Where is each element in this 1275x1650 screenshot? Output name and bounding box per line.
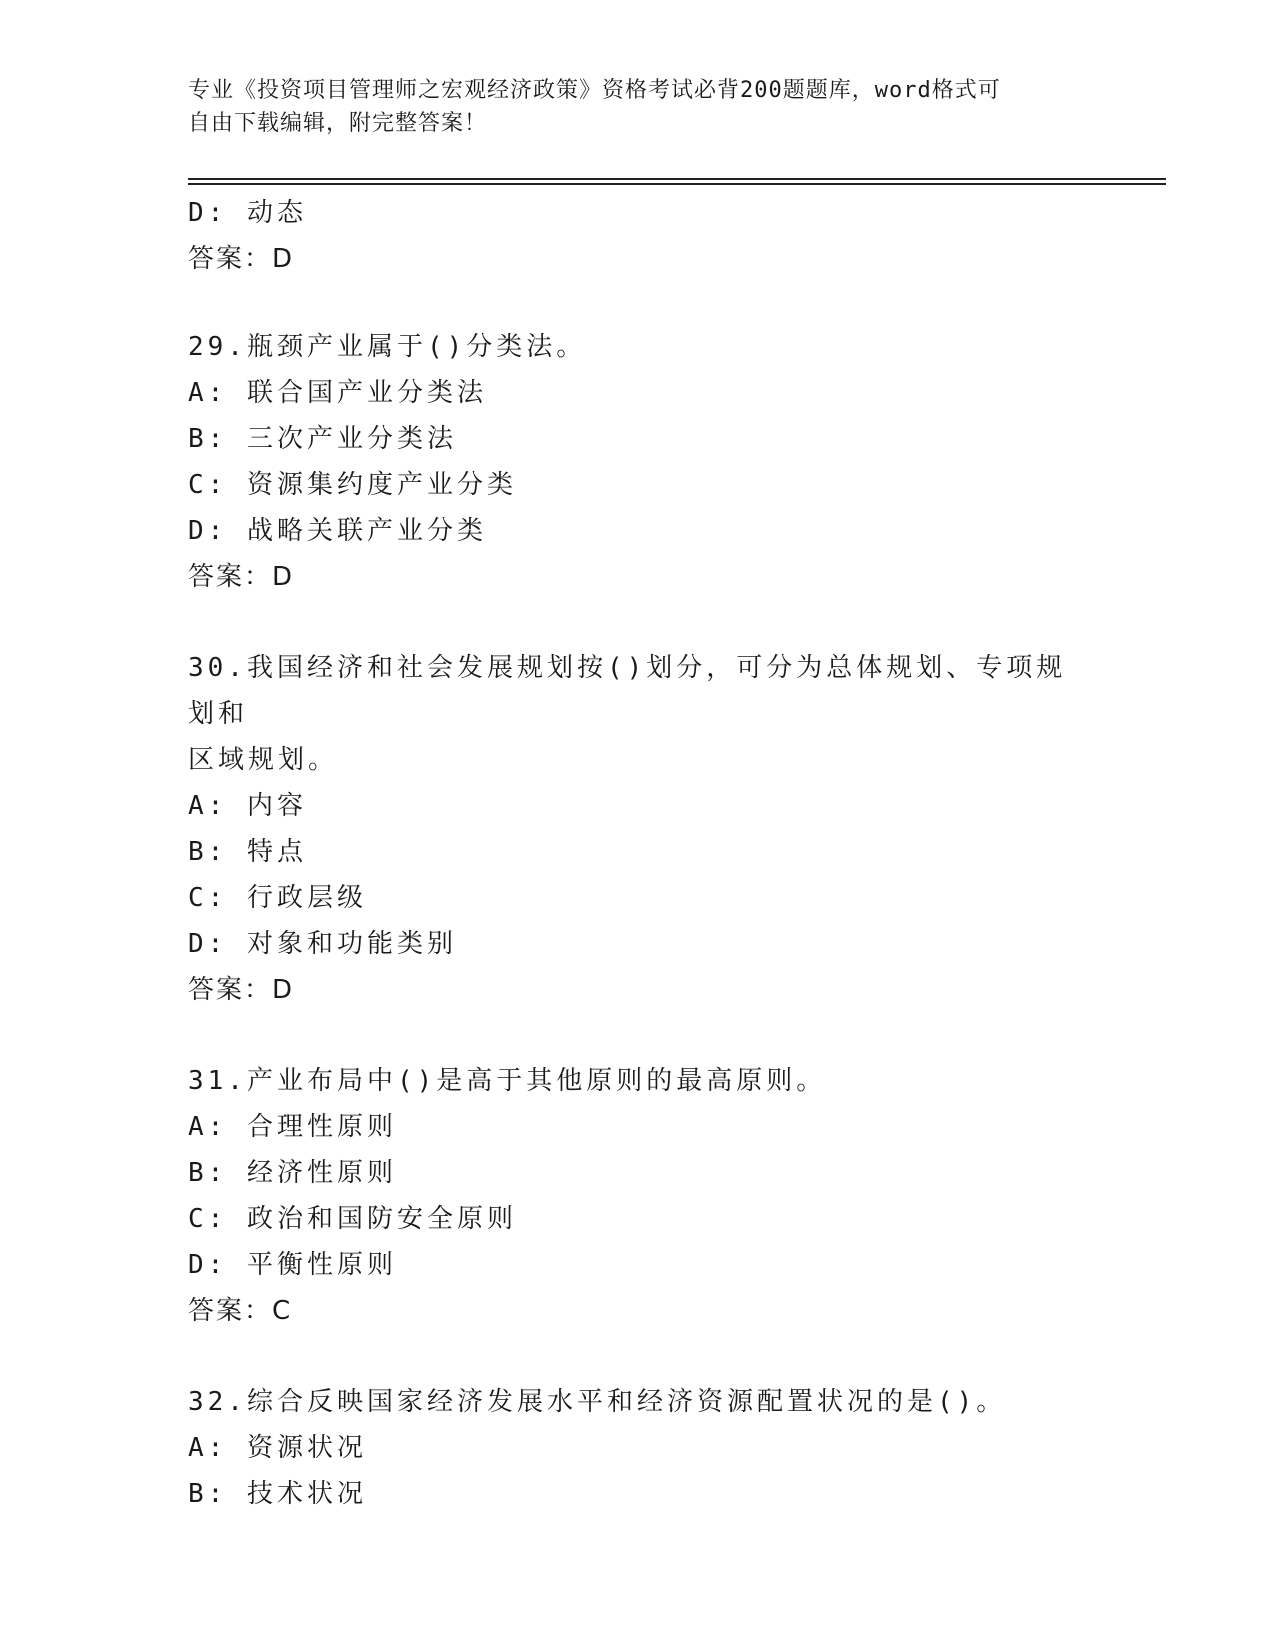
question-title: 32.综合反映国家经济发展水平和经济资源配置状况的是()。	[188, 1387, 1007, 1417]
option-d: D: 平衡性原则	[188, 1250, 397, 1280]
option-d: D: 对象和功能类别	[188, 929, 457, 959]
document-header	[188, 74, 1088, 140]
question-title: 31.产业布局中()是高于其他原则的最高原则。	[188, 1066, 827, 1096]
question-list	[188, 190, 1088, 1517]
option-a: A: 联合国产业分类法	[188, 378, 487, 408]
header-rule-bottom	[188, 183, 1166, 185]
option-d: D: 战略关联产业分类	[188, 516, 487, 546]
option-c: C: 政治和国防安全原则	[188, 1204, 517, 1234]
question-title: 29.瓶颈产业属于()分类法。	[188, 332, 587, 362]
option-a: A: 内容	[188, 791, 307, 821]
question-30	[188, 645, 1088, 1013]
option-c: C: 行政层级	[188, 883, 367, 913]
question-title-line-1: 30.我国经济和社会发展规划按()划分，可分为总体规划、专项规划和	[188, 653, 1067, 729]
option-c: C: 资源集约度产业分类	[188, 470, 517, 500]
option-b: B: 三次产业分类法	[188, 424, 457, 454]
question-title-line-2: 区域规划。	[188, 745, 339, 775]
question-29	[188, 324, 1088, 600]
answer: 答案：C	[188, 1296, 293, 1326]
option-a: A: 合理性原则	[188, 1112, 397, 1142]
option-b: B: 技术状况	[188, 1479, 367, 1509]
option-d: D: 动态	[188, 198, 307, 228]
answer: 答案：D	[188, 244, 295, 274]
option-b: B: 特点	[188, 837, 307, 867]
question-32	[188, 1379, 1088, 1517]
answer: 答案：D	[188, 975, 295, 1005]
option-b: B: 经济性原则	[188, 1158, 397, 1188]
option-a: A: 资源状况	[188, 1433, 367, 1463]
previous-question-fragment	[188, 190, 1088, 282]
answer: 答案：D	[188, 562, 295, 592]
header-line-1: 专业《投资项目管理师之宏观经济政策》资格考试必背200题题库，word格式可	[188, 78, 1001, 103]
header-line-2: 自由下载编辑，附完整答案！	[188, 111, 488, 136]
header-rule-top	[188, 178, 1166, 180]
question-31	[188, 1058, 1088, 1334]
